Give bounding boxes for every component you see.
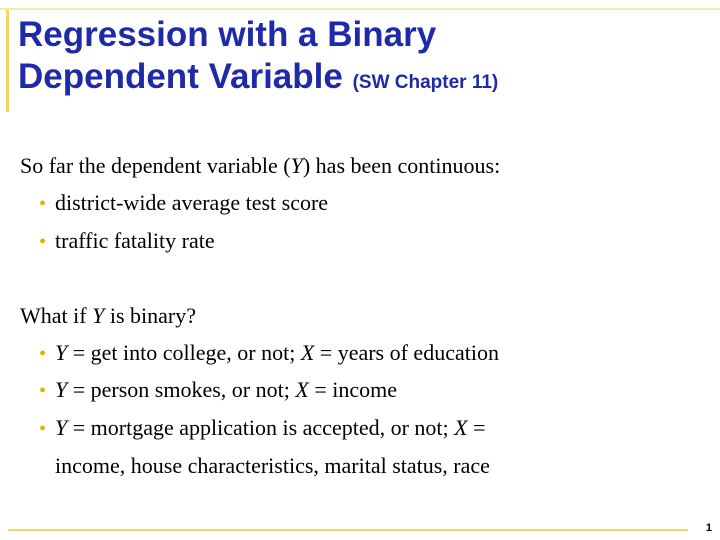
- bullet-5-x: X: [454, 415, 468, 440]
- bullet-3-y: Y: [55, 340, 68, 365]
- bullet-item-1: [39, 187, 328, 219]
- bullet-text-1: district-wide average test score: [55, 190, 329, 215]
- bullet-item-4: [39, 374, 397, 406]
- bullet-item-2: [39, 225, 215, 257]
- bullet-item-5: [39, 412, 486, 444]
- title-line-2: Dependent Variable: [18, 57, 343, 96]
- bullet-4-text-a: = person smokes, or not;: [67, 377, 296, 402]
- bullet-3-text-b: = years of education: [314, 340, 499, 365]
- title-chapter-ref: (SW Chapter 11): [352, 72, 499, 93]
- question-line: [20, 300, 196, 332]
- bullet-dot-icon: •: [39, 231, 47, 253]
- question-text-a: What if: [20, 303, 93, 328]
- bullet-3-text-a: = get into college, or not;: [67, 340, 301, 365]
- bullet-3-x: X: [300, 340, 315, 365]
- top-divider: [0, 8, 720, 10]
- bullet-4-text-b: = income: [308, 377, 397, 402]
- bullet-dot-icon: •: [39, 418, 47, 440]
- bullet-5-continuation: income, house characteristics, marital status, race: [55, 453, 490, 478]
- intro-variable: Y: [290, 153, 303, 178]
- bullet-dot-icon: •: [39, 380, 47, 402]
- bullet-5-text-a: = mortgage application is accepted, or not;: [67, 415, 455, 440]
- question-text-b: is binary?: [104, 303, 196, 328]
- question-variable: Y: [92, 303, 105, 328]
- bullet-text-2: traffic fatality rate: [55, 228, 215, 253]
- intro-text-b: ) has been continuous:: [302, 153, 501, 178]
- bullet-5-y: Y: [55, 415, 68, 440]
- bullet-4-x: X: [295, 377, 309, 402]
- slide-title: [18, 14, 708, 104]
- bullet-5-text-b: =: [467, 415, 486, 440]
- bullet-dot-icon: •: [39, 343, 47, 365]
- bullet-item-3: [39, 337, 499, 369]
- intro-text-a: So far the dependent variable (: [20, 153, 291, 178]
- bullet-dot-icon: •: [39, 193, 47, 215]
- bullet-4-y: Y: [55, 377, 68, 402]
- page-number: 1: [705, 522, 712, 534]
- bottom-divider: [8, 529, 688, 531]
- title-accent-bar: [6, 10, 9, 112]
- title-line-1: Regression with a Binary: [18, 15, 437, 54]
- intro-line: [20, 150, 500, 182]
